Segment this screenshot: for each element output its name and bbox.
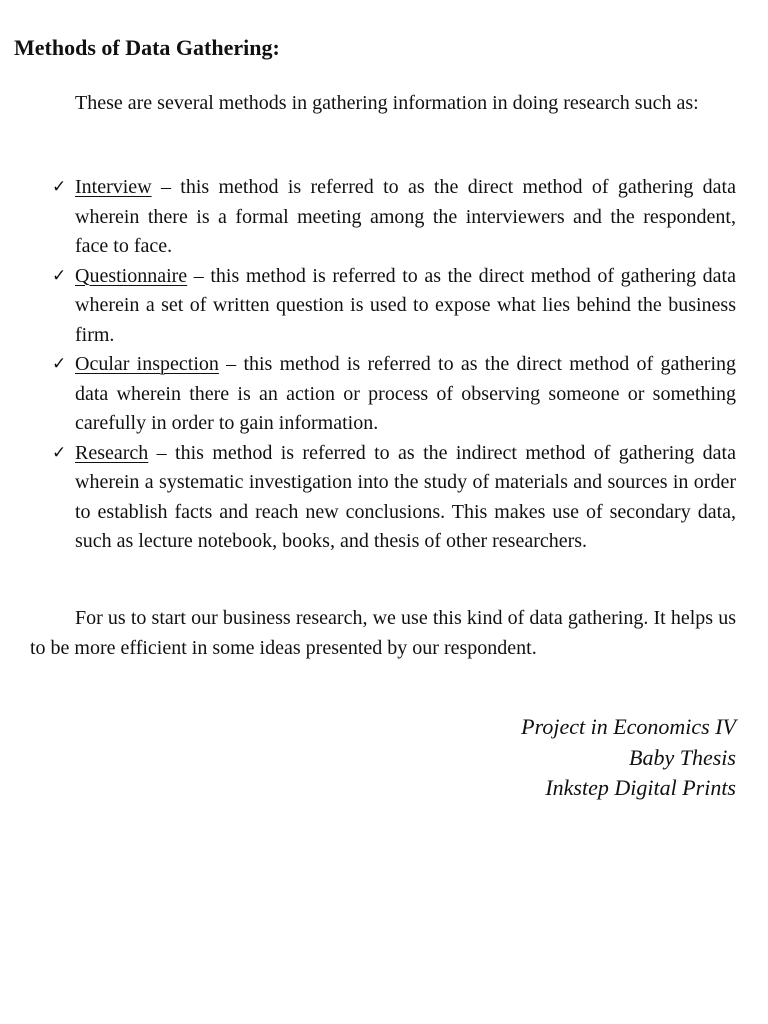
checkmark-icon: ✓: [52, 265, 67, 286]
method-description: – this method is referred to as the direct method of gathering data wherein a set of written question is used to expose what lies behind the business firm.: [75, 264, 736, 346]
signature-project: Project in Economics IV: [521, 714, 736, 739]
method-item-questionnaire: [52, 262, 736, 351]
checkmark-icon: ✓: [52, 442, 67, 463]
method-term: Ocular inspection: [75, 353, 219, 375]
methods-list: [52, 173, 736, 557]
intro-paragraph: These are several methods in gathering information in doing research such as:: [75, 92, 699, 114]
signature-block: [521, 712, 736, 804]
method-description: – this method is referred to as the indirect method of gathering data wherein a systematic investigation into the study of materials and sources in order to establish facts and reach new conclusions. This makes use of secondary data, such as lecture notebook, books, and thesis of other researchers.: [75, 441, 736, 552]
method-term: Interview: [75, 176, 152, 198]
method-term: Questionnaire: [75, 264, 188, 287]
method-term: Research: [75, 441, 149, 464]
checkmark-icon: ✓: [52, 177, 67, 197]
page-title: Methods of Data Gathering:: [14, 35, 280, 60]
closing-paragraph: For us to start our business research, we use this kind of data gathering. It helps us to be more efficient in some ideas presented by our respondent.: [30, 607, 736, 659]
method-description: – this method is referred to as the direct method of gathering data wherein there is a formal meeting among the interviewers and the respondent, face to face.: [75, 176, 736, 257]
method-description: – this method is referred to as the direct method of gathering data wherein there is an action or process of observing someone or something carefully in order to gain information.: [75, 353, 737, 434]
method-item-interview: [52, 173, 736, 262]
signature-title: Baby Thesis: [629, 744, 736, 770]
method-item-ocular-inspection: [52, 350, 736, 439]
checkmark-icon: ✓: [52, 354, 67, 374]
signature-printer: Inkstep Digital Prints: [545, 775, 736, 800]
method-item-research: [52, 439, 736, 557]
